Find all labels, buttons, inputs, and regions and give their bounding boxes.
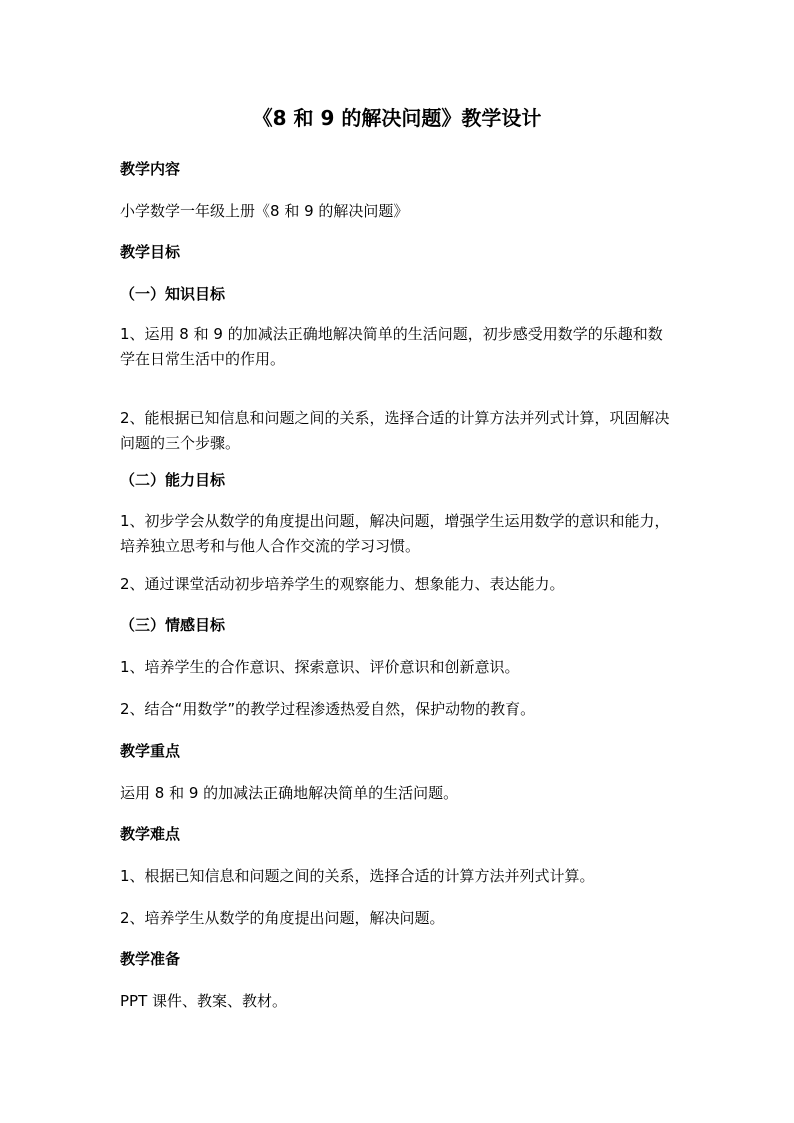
ability-goal-1: 1、初步学会从数学的角度提出问题，解决问题，增强学生运用数学的意识和能力，培养独立思考和与他人合作交流的学习习惯。 [120,512,670,555]
key-text: 运用 8 和 9 的加减法正确地解决简单的生活问题。 [120,784,459,802]
subheading-ability: （二）能力目标 [120,471,226,489]
subheading-knowledge: （一）知识目标 [120,285,226,303]
section-heading-prep: 教学准备 [120,950,181,968]
section-heading-key: 教学重点 [120,742,181,760]
content-text: 小学数学一年级上册《8 和 9 的解决问题》 [120,202,409,220]
section-heading-difficulty: 教学难点 [120,825,181,843]
difficulty-2: 2、培养学生从数学的角度提出问题，解决问题。 [120,909,445,927]
emotion-goal-1: 1、培养学生的合作意识、探索意识、评价意识和创新意识。 [120,658,520,676]
section-heading-goals: 教学目标 [120,243,181,261]
document-title: 《8 和 9 的解决问题》教学设计 [252,106,542,130]
emotion-goal-2: 2、结合“用数学”的教学过程渗透热爱自然，保护动物的教育。 [120,700,536,718]
knowledge-goal-2: 2、能根据已知信息和问题之间的关系，选择合适的计算方法并列式计算，巩固解决问题的三个步骤。 [120,409,670,452]
ability-goal-2: 2、通过课堂活动初步培养学生的观察能力、想象能力、表达能力。 [120,575,565,593]
subheading-emotion: （三）情感目标 [120,616,226,634]
section-heading-content: 教学内容 [120,160,181,178]
knowledge-goal-1: 1、运用 8 和 9 的加减法正确地解决简单的生活问题，初步感受用数学的乐趣和数学在日常生活中的作用。 [120,325,663,368]
prep-text: PPT 课件、教案、教材。 [120,992,288,1010]
difficulty-1: 1、根据已知信息和问题之间的关系，选择合适的计算方法并列式计算。 [120,867,595,885]
